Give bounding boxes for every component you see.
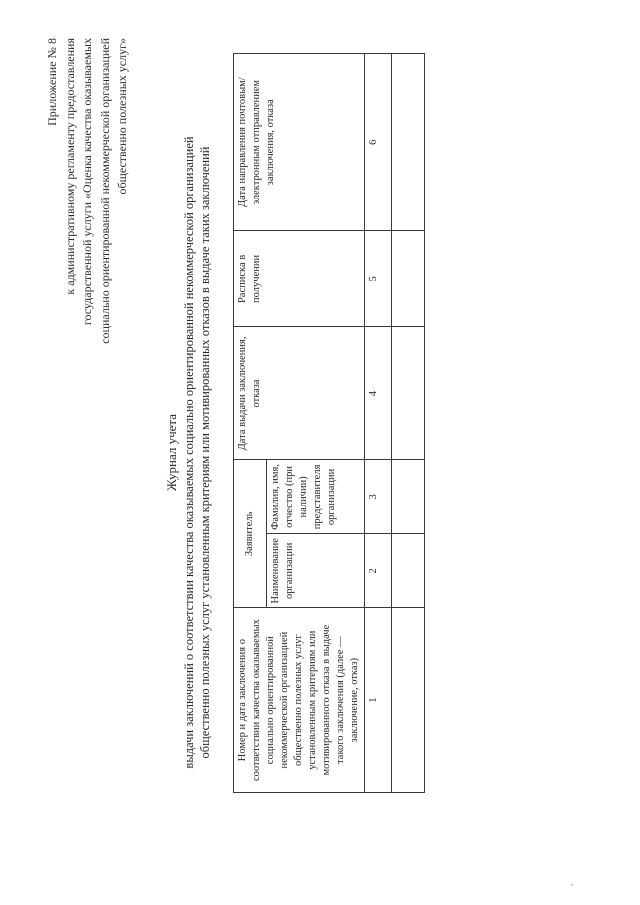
header-cell-receipt: Расписка в получении	[234, 231, 365, 327]
scan-speck	[571, 884, 573, 886]
table-cell	[392, 608, 425, 793]
appendix-header	[44, 38, 132, 558]
column-number: 2	[365, 534, 392, 608]
table-cell	[392, 54, 425, 231]
journal-subtitle-line: выдачи заключений о соответствии качества оказываемых социально ориентированной некоммерческой организацией	[182, 136, 196, 769]
header-cell-applicant: Заявитель	[234, 460, 267, 608]
column-number: 4	[365, 327, 392, 460]
header-cell-issue-date: Дата выдачи заключения, отказа	[234, 327, 365, 460]
table-cell	[392, 460, 425, 534]
header-cell-number-date: Номер и дата заключения о соответствии качества оказываемых социально ориентированной некоммерческой организацией общественно полезных услуг установленным критериям или мотивированного отказа в выдаче такого заключения (далее — заключение, отказ)	[234, 608, 365, 793]
column-number: 5	[365, 231, 392, 327]
journal-subtitle	[181, 40, 213, 865]
appendix-line: государственной услуги «Оценка качества оказываемых	[80, 38, 94, 326]
journal-title: Журнал учета	[164, 414, 179, 492]
table-header-row	[234, 54, 267, 793]
appendix-line: социально ориентированной некоммерческой организацией	[97, 38, 112, 344]
header-cell-sending-date: Дата направления почтовым/электронным отправлением заключения, отказа	[234, 54, 365, 231]
appendix-line: общественно полезных услуг»	[115, 38, 129, 195]
journal-subtitle-line: общественно полезных услуг установленным критериям или мотивированных отказов в выдаче таких заключений	[198, 146, 212, 759]
table-row	[392, 54, 425, 793]
column-number: 3	[365, 460, 392, 534]
table-cell	[392, 534, 425, 608]
header-cell-representative: Фамилия, имя, отчество (при наличии) представителя организации	[267, 460, 365, 534]
column-number: 1	[365, 608, 392, 793]
header-cell-org-name: Наименование организации	[267, 534, 365, 608]
table-column-numbers-row	[365, 54, 392, 793]
table-cell	[392, 327, 425, 460]
table-cell	[392, 231, 425, 327]
column-number: 6	[365, 54, 392, 231]
appendix-line: Приложение № 8	[45, 38, 59, 126]
appendix-line: к административному регламенту предоставления	[62, 38, 77, 295]
journal-table	[233, 53, 425, 793]
